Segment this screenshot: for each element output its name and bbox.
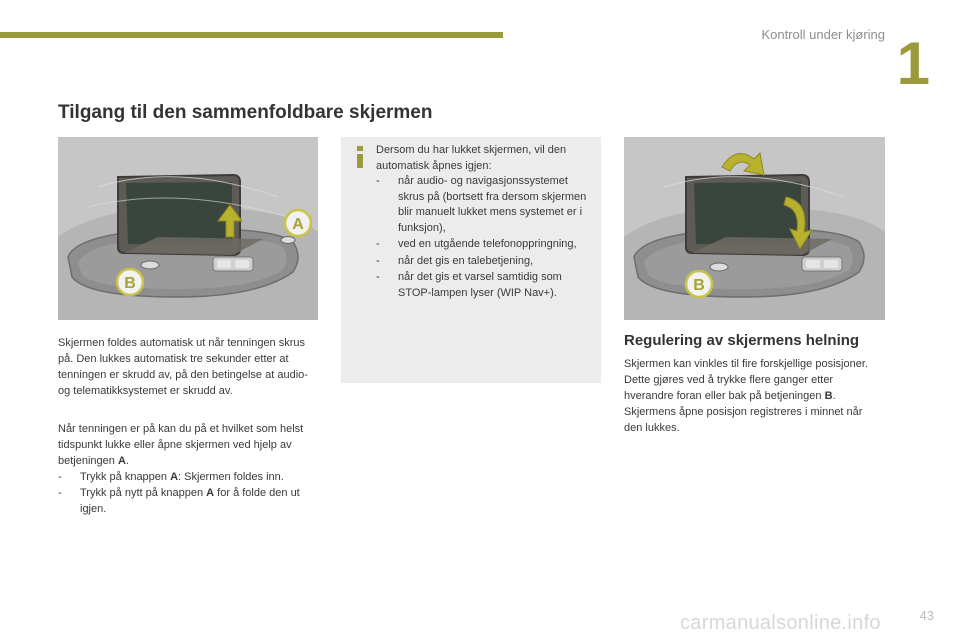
list-item: - ved en utgående telefonoppringning,: [376, 238, 577, 250]
page-number: 43: [919, 608, 934, 623]
watermark: carmanualsonline.info: [680, 612, 881, 634]
figure-screen-fold: [58, 137, 318, 320]
list-item: - når det gis et varsel samtidig som STOP-lampen lyser (WIP Nav+).: [376, 271, 562, 299]
top-accent-bar: [0, 32, 503, 38]
paragraph-auto-fold: Skjermen foldes automatisk ut når tenningen skrus på. Den lukkes automatisk tre sekunder etter at tenningen er skrudd av, på den betingelse at audio- og telematikksystemet er skrudd av.: [58, 337, 308, 397]
list-item: - når det gis en talebetjening,: [376, 254, 534, 267]
section-label: Kontroll under kjøring: [761, 27, 885, 42]
paragraph-manual-control: Når tenningen er på kan du på et hvilket som helst tidspunkt lukke eller åpne skjermen ved hjelp av betjeningen A.: [58, 423, 304, 467]
screen-tilt-illustration: [624, 137, 885, 320]
info-list: [376, 174, 596, 302]
list-item: - Trykk på nytt på knappen A for å folde den ut igjen.: [58, 487, 300, 515]
paragraph-tilt: Skjermen kan vinkles til fire forskjellige posisjoner. Dette gjøres ved å trykke flere ganger etter hverandre foran eller bak på betjeningen B. Skjermens åpne posisjon registreres i minnet når den lukkes.: [624, 358, 868, 434]
page-title: Tilgang til den sammenfoldbare skjermen: [58, 102, 433, 123]
info-box: [341, 137, 601, 383]
button-instruction-list: [58, 469, 320, 517]
screen-fold-illustration: [58, 137, 318, 320]
label-b: B: [124, 275, 136, 292]
label-b: B: [693, 277, 705, 294]
label-a: A: [292, 216, 304, 233]
list-item: - Trykk på knappen A: Skjermen foldes inn.: [58, 471, 284, 483]
info-icon: [352, 146, 368, 168]
list-item: - når audio- og navigasjonssystemet skrus på (bortsett fra dersom skjermen blir manuelt lukket mens systemet er i funksjon),: [376, 175, 587, 234]
section-heading-tilt: Regulering av skjermens helning: [624, 332, 860, 349]
chapter-number: 1: [896, 30, 930, 97]
info-intro: Dersom du har lukket skjermen, vil den automatisk åpnes igjen:: [376, 144, 567, 172]
figure-screen-tilt: [624, 137, 885, 320]
